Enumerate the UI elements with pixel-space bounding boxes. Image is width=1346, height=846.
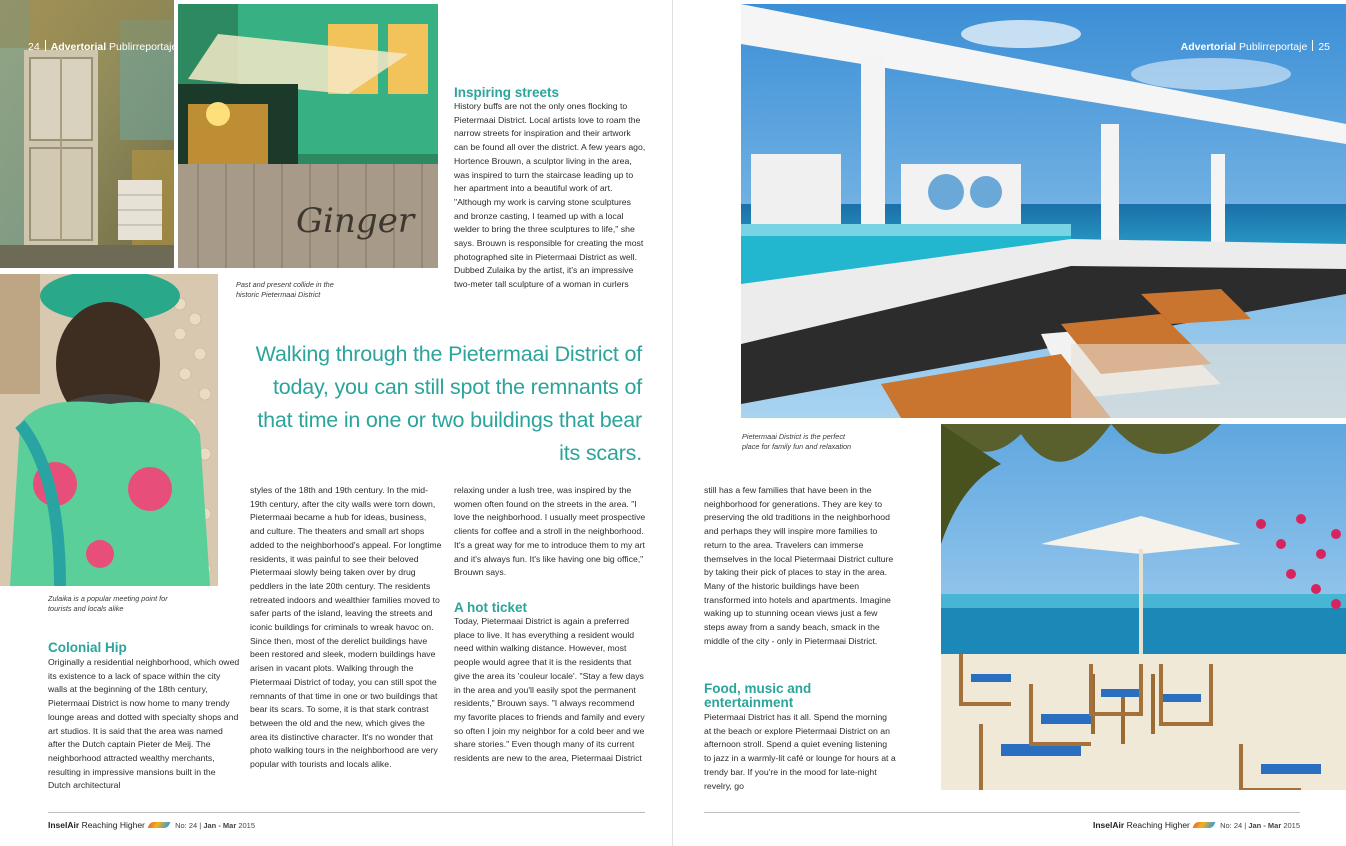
right-footer-tagline: Reaching Higher [1126, 820, 1190, 830]
right-footer-date: Jan - Mar [1248, 821, 1282, 830]
right-section-alt: Publirreportaje [1239, 41, 1308, 53]
food-body: Pietermaai District has it all. Spend the morning at the beach or explore Pietermaai District on an afternoon stroll. Spend a quiet evening listening to jazz in a warmly-lit café or lounge for hours at a trendy bar. If you're in the mood for late-night revelry, go [704, 712, 896, 791]
left-footer-tagline: Reaching Higher [81, 820, 145, 830]
column-two-body: styles of the 18th and 19th century. In the mid-19th century, after the city walls were torn down, Pietermaai became a hub for ideas, business, and culture. The theaters and small art shops added to the neighborhood's appeal. For longtime residents, it was painful to see their beloved Pietermaai slowly being taken over by drug peddlers in the late 20th century. The residents retreated indoors and wealthier families moved to safer parts of the island, leaving the streets and iconic buildings for criminals to wreak havoc on. Since then, most of the derelict buildings have been restored and sleek, modern buildings have arisen in vacant plots. Walking through the Pietermaai District of today, you can still spot the remnants of that time in one or two buildings that bear its scars. To some, it is that stark contrast between the old and the new, which gives the area its distinctive character. It's no wonder that photo walking tours in the neighborhood are very popular with tourists and locals alike. [250, 485, 442, 770]
column-four-body: still has a few families that have been in the neighborhood for generations. They are key to preserving the old traditions in the neighborhood and perhaps they will inspire more families to return to the area. Travelers can immerse themselves in the local Pietermaai District culture by taking their pick of places to stay in the area. Many of the historic buildings have been transformed into hotels and apartments. Imagine waking up to stunning ocean views just a few steps away from a sandy beach, smack in the middle of the city - only in Pietermaai District. [704, 485, 894, 646]
left-footer-issue: No: 24 [175, 821, 198, 830]
ginger-caption: Past and present collide in the historic Pietermaai District [236, 280, 334, 299]
left-page-number: 24 [28, 41, 40, 53]
left-footer-year: 2015 [238, 821, 256, 830]
left-section-label: Advertorial [50, 41, 107, 53]
right-page [673, 0, 1346, 846]
hot-ticket-body: Today, Pietermaai District is again a preferred place to live. It has everything a resident would need within walking distance. However, most people would agree that it is the residents that give the area its 'couleur locale'. "Stay a few days in the area and you'll easily spot the permanent residents," Brouwn says. "I always recommend my favorite places to friends and family and every so often I join my neighbor for a cold beer and we share stories." Even though many of its current residents are new to the area, Pietermaai District [454, 616, 645, 764]
beach-cafe-photo [941, 424, 1346, 790]
inselair-swoosh-icon [148, 822, 171, 828]
column-three-body: relaxing under a lush tree, was inspired by the women often found on the streets in the area. "I love the neighborhood. I usually meet prospective clients for coffee and a stroll in the neighborhood. It's a great way for me to introduce them to my art and it's always fun. It's like having one big office," Brouwn says. [454, 485, 646, 578]
right-section-label: Advertorial [1180, 41, 1237, 53]
hot-ticket-heading: A hot ticket [454, 600, 528, 615]
colonial-hip-body: Originally a residential neighborhood, which owed its existence to a lack of space within the city walls at the beginning of the 18th century, Pietermaai District is now home to many trendy lounge areas and dotted with specialty shops and art studios. It is said that the area was named after the Dutch captain Pieter de Meij. The neighborhood attracted wealthy merchants, resulting in impressive mansions built in the Dutch architectural [48, 657, 240, 791]
pool-lounge-photo [741, 4, 1346, 418]
right-footer-brand: InselAir [1093, 820, 1125, 830]
food-heading: Food, music and entertainment [704, 681, 812, 710]
right-page-number: 25 [1318, 41, 1330, 53]
left-footer-brand: InselAir [48, 820, 80, 830]
inspiring-streets-heading: Inspiring streets [454, 85, 560, 100]
zulaika-photo [0, 274, 218, 586]
colonial-hip-heading: Colonial Hip [48, 640, 127, 655]
ginger-photo [178, 4, 438, 268]
left-footer-date: Jan - Mar [203, 821, 237, 830]
zulaika-caption: Zulaika is a popular meeting point for tourists and locals alike [48, 594, 168, 613]
inspiring-streets-body: History buffs are not the only ones flocking to Pietermaai District. Local artists love to roam the narrow streets for inspiration and their artwork can be found all over the district. A few years ago, Hortence Brouwn, a sculptor living in the area, was inspired to turn the staircase leading up to her apartment into a beautiful work of art. "Although my work is carving stone sculptures and bronze casting, I teamed up with a local welder to bring the three sculptures to life," she says. Brouwn is responsible for creating the most photographed site in Pietermaai District as well. Dubbed Zulaika by the artist, it's an impressive two-meter tall sculpture of a woman in curlers [454, 101, 646, 290]
right-footer-issue: No: 24 [1220, 821, 1243, 830]
right-header [1181, 40, 1330, 53]
right-footer: InselAir Reaching Higher No: 24 | Jan - Mar 2015 [1093, 820, 1301, 830]
left-footer: InselAir Reaching Higher No: 24 | Jan - Mar 2015 [48, 820, 256, 830]
left-section-alt: Publirreportaje [109, 41, 178, 53]
inselair-swoosh-icon [1193, 822, 1216, 828]
left-header [28, 40, 177, 53]
ginger-sign-text: Ginger [296, 201, 415, 241]
pull-quote: Walking through the Pietermaai District of today, you can still spot the remnants of that time in one or two buildings that bear its scars. [255, 342, 642, 465]
pool-caption: Pietermaai District is the perfect place for family fun and relaxation [742, 432, 852, 451]
right-footer-year: 2015 [1283, 821, 1301, 830]
right-footer-rule [704, 812, 1300, 813]
left-footer-rule [48, 812, 645, 813]
